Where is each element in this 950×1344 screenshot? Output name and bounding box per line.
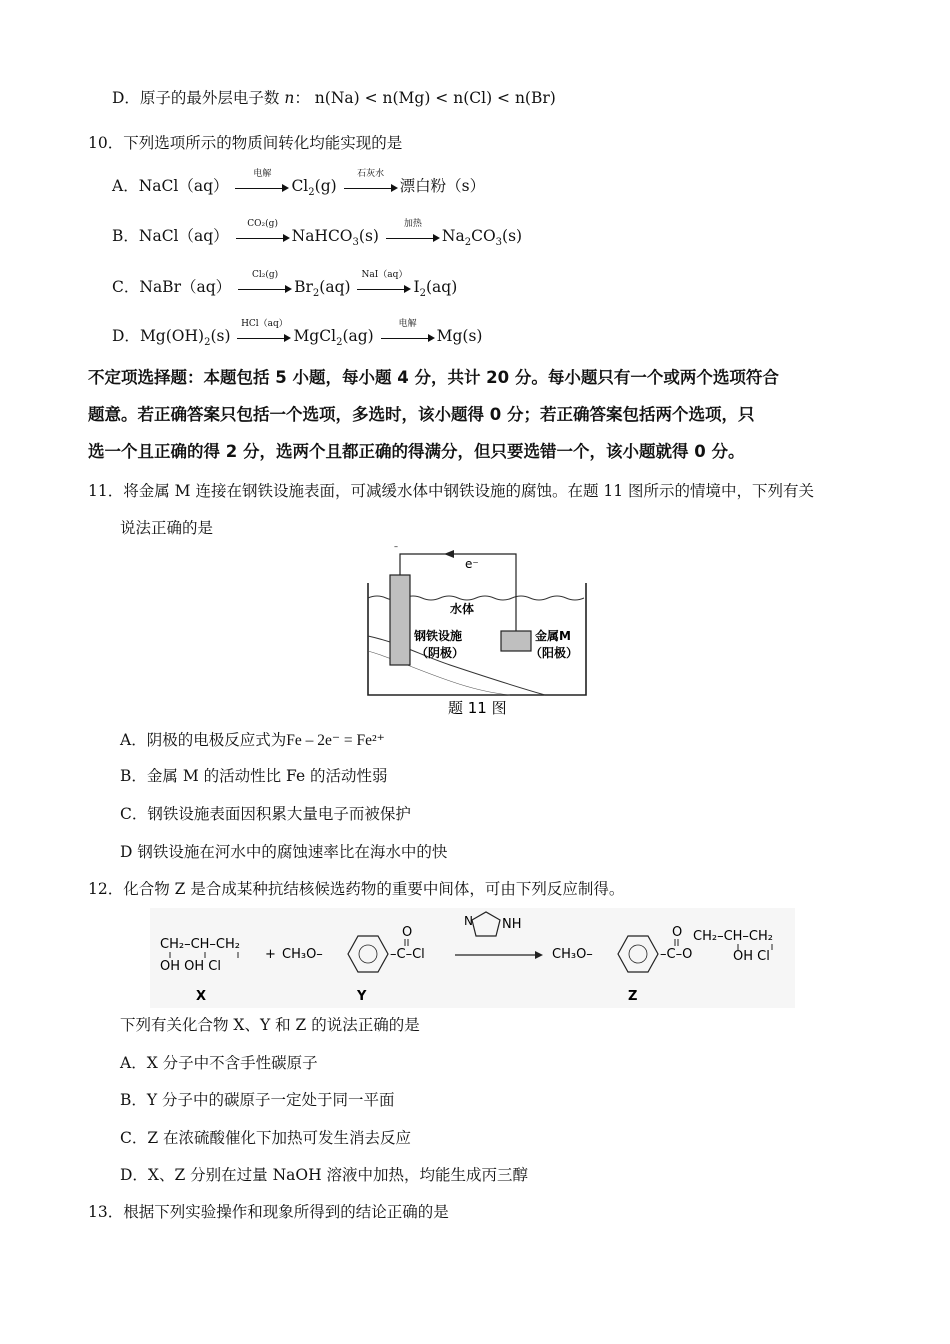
x-substituents: OH OH Cl [160,959,221,974]
y-carbonyl-o: O [402,925,413,940]
q12-stem: 12．化合物 Z 是合成某种抗结核候选药物的重要中间体，可由下列反应制得。 [88,880,625,898]
q12-subquestion: 下列有关化合物 X、Y 和 Z 的说法正确的是 [120,1016,420,1034]
z-methoxy: CH₃O– [552,947,593,962]
q11-figure [360,543,600,718]
q12-option-b: B．Y 分子中的碳原子一定处于同一平面 [120,1091,395,1109]
q12-reaction-scheme [150,908,795,1008]
q9-option-d: D．原子的最外层电子数 n： n(Na) < n(Mg) < n(Cl) < n(Br) [112,89,556,107]
steel-label: 钢铁设施 [414,629,463,643]
section-instructions-line1: 不定项选择题：本题包括 5 小题，每小题 4 分，共计 20 分。每小题只有一个或两个选项符合 [88,368,779,387]
z-chain: CH₂–CH–CH₂ [693,929,773,944]
reaction-arrow: CO₂(g) [236,230,290,244]
cathode-label: （阴极） [416,646,465,660]
q11-stem-line1: 11．将金属 M 连接在钢铁设施表面，可减缓水体中钢铁设施的腐蚀。在题 11 图所示的情境中，下列有关 [88,482,815,500]
label-x: X [196,989,207,1004]
reaction-arrow: 电解 [235,180,289,194]
metal-m-electrode [501,631,531,651]
metal-label: 金属M [535,629,571,643]
imidazole-nh: NH [502,917,522,932]
reaction-arrow: Cl₂(g) [238,281,292,295]
reaction-arrow: 石灰水 [344,180,398,194]
q10-option-c: C．NaBr（aq） Cl₂(g) $Br_2(aq)$ NaI（aq） $I_2(aq)$ [112,270,458,300]
reaction-arrow: NaI（aq） [357,281,411,295]
wire [400,554,516,631]
z-ester: –C–O [660,947,693,962]
reaction-arrow: 加热 [386,230,440,244]
reaction-arrow: 电解 [381,330,435,344]
q10-option-a: A．NaCl（aq） 电解 $Cl_2(g)$ 石灰水 漂白粉（s） [112,169,486,199]
q12-option-a: A．X 分子中不含手性碳原子 [120,1054,318,1072]
q12-option-c: C．Z 在浓硫酸催化下加热可发生消去反应 [120,1129,412,1147]
q10-option-d: D．$Mg(OH)_2(s)$ HCl（aq） MgCl$_2$(ag) 电解 Mg(s) [112,319,483,349]
svg-text:N: N [464,914,473,928]
anode-label: （阳极） [530,646,579,660]
q13-stem: 13．根据下列实验操作和现象所得到的结论正确的是 [88,1203,449,1221]
reaction-arrow: HCl（aq） [237,330,291,344]
y-methoxy: CH₃O– [282,947,323,962]
x-chain: CH₂–CH–CH₂ [160,937,240,952]
electron-arrow [444,550,454,558]
section-instructions-line2: 题意。若正确答案只包括一个选项，多选时，该小题得 0 分；若正确答案包括两个选项，只 [88,405,755,424]
q11-option-c: C．钢铁设施表面因积累大量电子而被保护 [120,805,411,823]
electron-label: e⁻ [465,557,479,571]
section-instructions-line3: 选一个且正确的得 2 分，选两个且都正确的得满分，但只要选错一个，该小题就得 0 分。 [88,442,745,461]
label-y: Y [357,989,367,1004]
steel-electrode [390,575,410,665]
z-substituents: OH Cl [733,949,770,964]
q11-option-d: D 钢铁设施在河水中的腐蚀速率比在海水中的快 [120,843,448,861]
figure-caption: 题 11 图 [448,699,507,717]
q10-option-b: B．NaCl（aq） CO₂(g) NaHCO$_3$(s) 加热 $Na_2CO_3(s)$ [112,219,523,249]
z-carbonyl-o: O [672,925,683,940]
q11-stem-line2: 说法正确的是 [120,519,214,537]
plus-sign: + [265,947,276,962]
q11-option-a: A．阴极的电极反应式为Fe – 2e⁻ = Fe²⁺ [120,731,385,749]
y-acyl: –C–Cl [390,947,425,962]
q11-option-b: B．金属 M 的活动性比 Fe 的活动性弱 [120,767,388,785]
label-z: Z [628,989,638,1004]
q9-var-n: n [284,89,295,107]
q10-stem: 10．下列选项所示的物质间转化均能实现的是 [88,134,403,152]
q12-option-d: D．X、Z 分别在过量 NaOH 溶液中加热，均能生成丙三醇 [120,1166,529,1184]
svg-text:–: – [394,543,398,551]
water-label: 水体 [450,602,475,616]
